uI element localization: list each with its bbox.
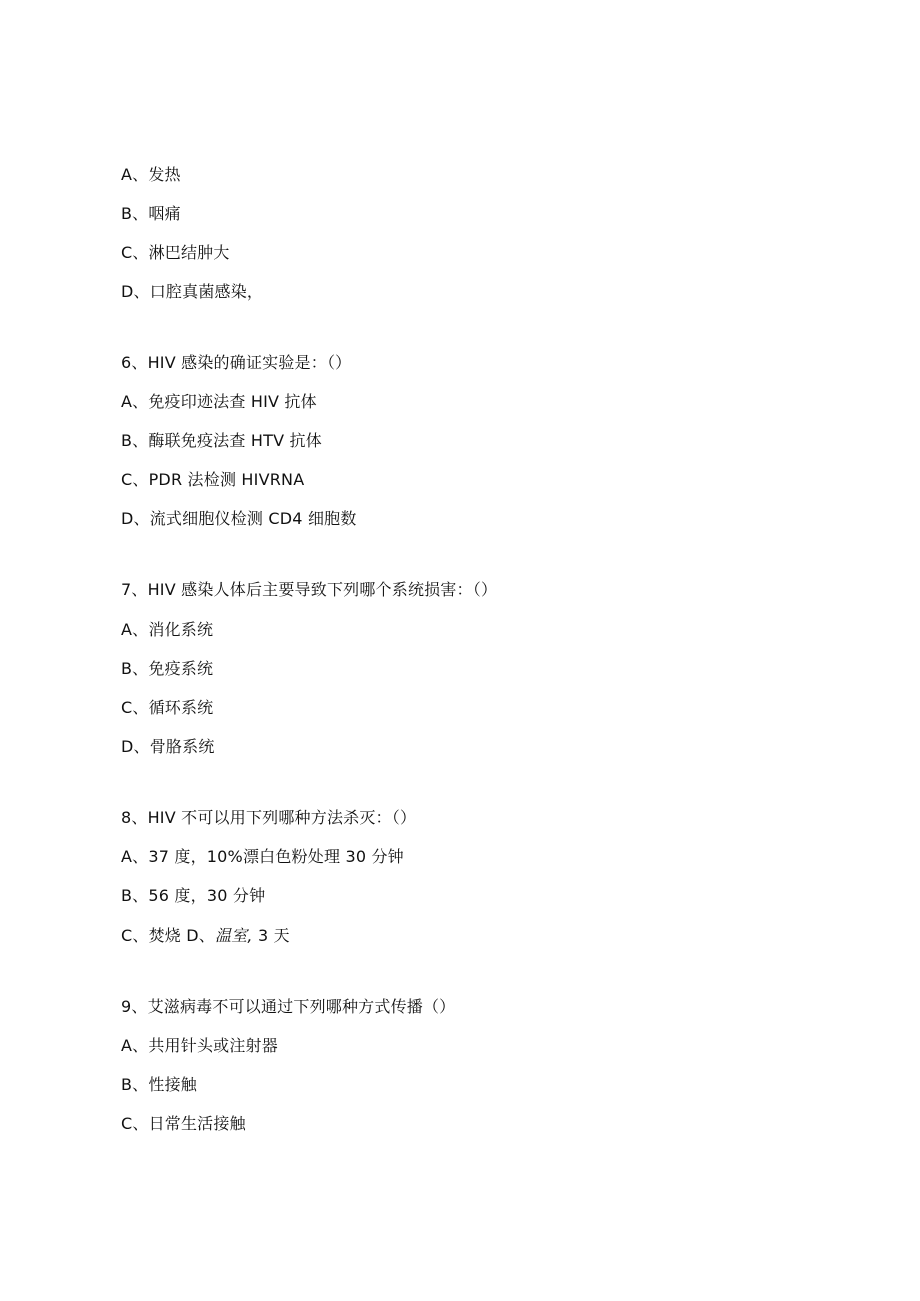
q7-option-c: C、循环系统 [121, 698, 214, 717]
q7-option-a: A、消化系统 [121, 620, 214, 639]
question-8: 8、HIV 不可以用下列哪种方法杀灭：（） [121, 808, 417, 827]
question-6: 6、HIV 感染的确证实验是：（） [121, 353, 352, 372]
option-c-lymph-nodes: C、淋巴结肿大 [121, 243, 230, 262]
q9-option-c: C、日常生活接触 [121, 1114, 246, 1133]
q8-option-b: B、56 度，30 分钟 [121, 886, 266, 905]
q6-option-c: C、PDR 法检测 HIVRNA [121, 470, 305, 489]
q8-option-c-d-prefix: C、焚烧 D、 [121, 926, 215, 945]
option-d-oral-fungal: D、口腔真菌感染， [121, 282, 264, 301]
q8-option-a: A、37 度，10%漂白色粉处理 30 分钟 [121, 847, 404, 866]
q8-option-d-rest: 3 天 [252, 926, 290, 945]
q6-option-d: D、流式细胞仪检测 CD4 细胞数 [121, 509, 357, 528]
question-7: 7、HIV 感染人体后主要导致下列哪个系统损害：（） [121, 580, 498, 599]
q7-option-d: D、骨胳系统 [121, 737, 215, 756]
q6-option-a: A、免疫印迹法查 HIV 抗体 [121, 392, 317, 411]
q9-option-a: A、共用针头或注射器 [121, 1036, 278, 1055]
q8-option-d-italic: 温室, [214, 926, 253, 945]
question-9: 9、艾滋病毒不可以通过下列哪种方式传播（） [121, 997, 456, 1016]
q7-option-b: B、免疫系统 [121, 659, 214, 678]
q8-option-c-d [121, 926, 290, 946]
q6-option-b: B、酶联免疫法查 HTV 抗体 [121, 431, 322, 450]
option-b-sore-throat: B、咽痛 [121, 204, 181, 223]
q9-option-b: B、性接触 [121, 1075, 197, 1094]
option-a-fever: A、发热 [121, 165, 181, 184]
